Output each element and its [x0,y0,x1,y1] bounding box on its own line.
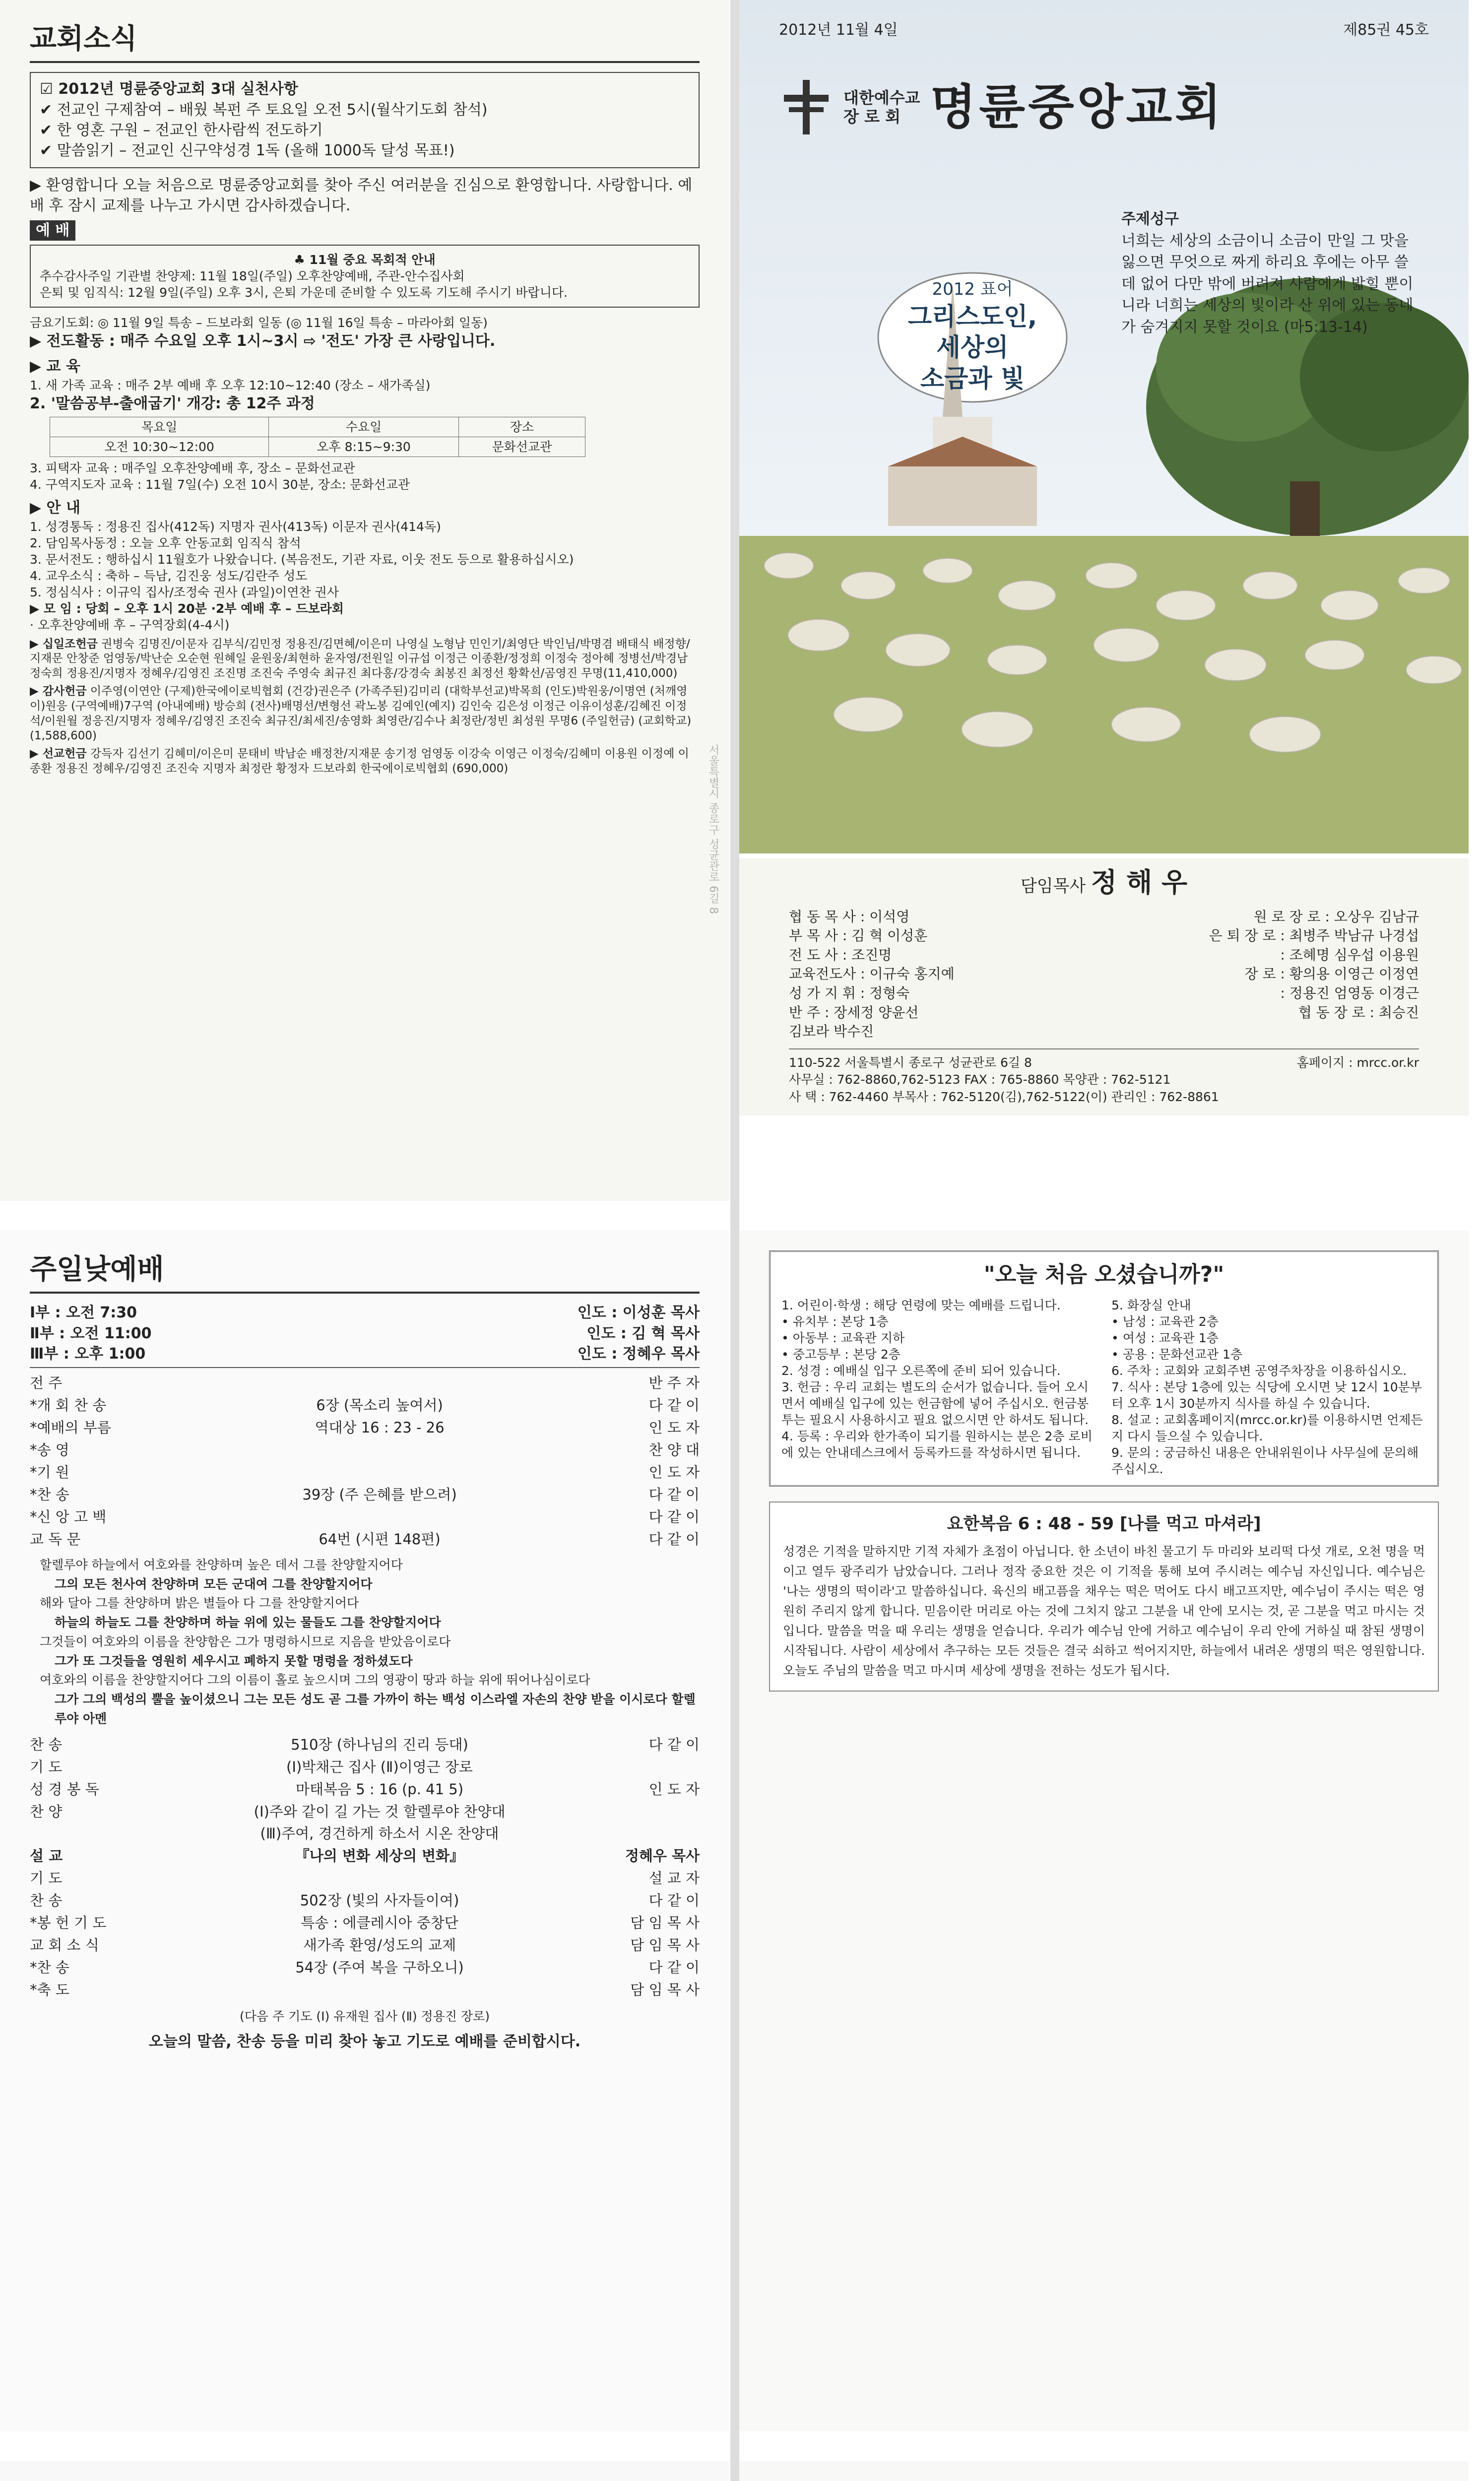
guide-item: • 공용 : 문화선교관 1층 [1111,1347,1243,1362]
staff-left: 부 목 사 : 김 혁 이성훈 [789,927,928,944]
order-content: 510장 (하나님의 진리 등대) [291,1736,468,1753]
order-content [159,1439,600,1461]
order-role: 다 같 이 [648,1959,700,1976]
welcome-text: ▶ 환영합니다 오늘 처음으로 명륜중앙교회를 찾아 주신 여러분을 진심으로 환영합니다. 사랑합니다. 예배 후 잠시 교제를 나누고 가시면 감사하겠습니다. [30,176,693,215]
order-row [30,1823,700,1845]
staff-left: 전 도 사 : 조진명 [789,946,892,963]
order-row [30,1979,700,2001]
guide-item: • 유치부 : 본당 1층 [781,1314,889,1329]
order-row [30,1394,700,1417]
order-content: (Ⅰ)주와 같이 길 가는 것 할렐루야 찬양대 [254,1803,506,1820]
bible-study-table [50,417,585,457]
staff-left: 협 동 목 사 : 이석영 [789,908,910,925]
worship-order-2 [30,1734,700,2001]
evangelism-line: ▶ 전도활동 : 매주 수요일 오후 1시~3시 ⇨ '전도' 가장 큰 사랑입니다. [30,332,496,350]
order-role: 인 도 자 [648,1419,700,1436]
calendar-panel [739,2461,1469,2481]
tithe-block [30,637,700,682]
staff-left: 김보라 박수진 [789,1023,874,1040]
meeting-line: ▶ 모 임 : 당회 – 오후 1시 20분 ·2부 예배 후 – 드보라회 [30,601,344,616]
guide-item: 7. 식사 : 본당 1층에 있는 식당에 오시면 낮 12시 10분부터 오후 1시 30분까지 식사를 하실 수 있습니다. [1111,1379,1422,1411]
order-row [30,1957,700,1979]
church-news-title: 교회소식 [30,20,700,63]
order-role: 반 주 자 [648,1374,700,1392]
guide-item: 5. 화장실 안내 [1111,1298,1191,1312]
order-item: *봉 헌 기 도 [30,1914,107,1932]
order-item: *예배의 부름 [30,1419,111,1436]
order-item: 교 독 문 [30,1531,81,1548]
order-row [30,1417,700,1439]
reading-line: 그가 그의 백성의 뿔을 높이셨으니 그는 모든 성도 곧 그를 가까이 하는 백성 이스라엘 자손의 찬양 받을 이시로다 할렐루야 아멘 [55,1692,696,1726]
order-role: 담 임 목 사 [630,1914,700,1932]
motto-year: 2012 표어 [932,279,1013,299]
order-role: 다 같 이 [648,1486,700,1503]
order-item: *개 회 찬 송 [30,1397,107,1414]
mission-block [30,747,700,777]
education-line: 2. '말씀공부-출애굽기' 개강: 총 12주 과정 [30,394,315,412]
order-role: 인 도 자 [648,1780,700,1798]
guide-item: 4. 등록 : 우리와 한가족이 되기를 원하시는 분은 2층 로비에 있는 안내데스크에서 등록카드를 작성하시면 됩니다. [781,1429,1093,1460]
guide-item: 8. 설교 : 교회홈페이지(mrcc.or.kr)를 이용하시면 언제든지 다시 들으실 수 있습니다. [1111,1412,1423,1443]
order-role: 다 같 이 [648,1531,700,1548]
order-role [600,1801,700,1823]
staff-left: 성 가 지 휘 : 정형숙 [789,985,910,1002]
order-role: 정혜우 목사 [625,1847,700,1865]
staff-right: 장 로 : 황의용 이영근 이정연 [1244,966,1419,982]
reading-line: 그것들이 여호와의 이름을 찬양함은 그가 명령하시므로 지음을 받았음이로다 [40,1634,451,1649]
order-row [30,1734,700,1756]
issue-date: 2012년 11월 4일 [779,21,898,39]
denomination-line: 대한예수교 [843,88,920,107]
guide-item: • 중고등부 : 본당 2층 [781,1347,901,1362]
staff-right: 협 동 장 로 : 최승진 [1298,1004,1419,1021]
order-row [30,1439,700,1461]
service-leader: 인도 : 이성훈 목사 [577,1304,700,1322]
order-content: 39장 (주 은혜를 받으려) [302,1486,457,1503]
reading-line: 그의 모든 천사여 찬양하며 모든 군대여 그를 찬양할지어다 [55,1576,373,1591]
notice-line: 4. 교우소식 : 축하 – 득남, 김진웅 성도/김란주 성도 [30,568,308,583]
order-item: *송 영 [30,1441,69,1459]
staff-row [789,1003,1419,1023]
reading-line: 하늘의 하늘도 그를 찬양하며 하늘 위에 있는 물들도 그를 찬양할지어다 [55,1615,441,1630]
order-item: *기 원 [30,1464,69,1481]
sunday-worship-panel [0,1231,729,2431]
guide-item: 3. 헌금 : 우리 교회는 별도의 순서가 없습니다. 들어 오시면서 예배실 입구에 있는 헌금함에 넣어 주십시오. 헌금봉투는 필요시 사용하시고 필요 없으시면 안 하셔도 됩니다. [781,1379,1089,1427]
order-content: 64번 (시편 148편) [319,1531,441,1548]
reading-line: 여호와의 이름을 찬양할지어다 그의 이름이 홀로 높으시며 그의 영광이 땅과 하늘 위에 뛰어나심이로다 [40,1673,590,1688]
order-role: 설 교 자 [648,1870,700,1887]
order-row [30,1778,700,1801]
friday-prayer-line: 금요기도회: ◎ 11월 9일 특송 – 드보라회 일동 (◎ 11월 16일 특송 – 마라아회 일동) [30,316,488,330]
practice-item: ✔ 전교인 구제참여 – 배웠 복펀 주 토요일 오전 5시(월삭기도회 참석) [40,101,488,119]
sunday-worship-title: 주일낮예배 [30,1250,700,1294]
worship-notice-title: ♣ 11월 중요 목회적 안내 [294,253,436,267]
cover-header [739,0,1469,40]
order-row [30,1867,700,1890]
order-item: 찬 송 [30,1892,63,1909]
staff-row [789,946,1419,965]
order-item: 설 교 [30,1847,63,1865]
sermon-summary-text: 성경은 기적을 말하지만 기적 자체가 초점이 아닙니다. 한 소년이 바친 물고기 두 마리와 보리떡 다섯 개로, 오천 명을 먹이고 열두 광주리가 남았습니다. 그러나 정작 중요한 것은 이 기적을 통해 보여 주시려는 예수님 자신입니다. 예수님은 '나는 생명의 떡이라'고 말씀하십니다. 육신의 배고픔을 채우는 떡은 먹어도 다시 배고프지만, 예수님이 주시는 떡은 영원히 주리지 않게 합니다. 믿음이란 머리로 아는 것에 그치지 않고 그분을 내 안에 모시는 것, 곧 그분을 먹고 마시는 것입니다. 말씀을 먹을 때 우리는 생명을 얻습니다. 우리가 예수님 안에 거하고 예수님이 우리 안에 거하실 때 참된 생명이 시작됩니다. 사람이 세상에서 추구하는 모든 것들은 결국 쇠하고 썩어지지만, 하늘에서 내려온 생명의 떡은 영원합니다. 오늘도 주님의 말씀을 먹고 마시며 세상에 생명을 전하는 성도가 됩시다. [783,1544,1425,1678]
mission-text: 강득자 김선기 김혜미/이은미 문태비 박남순 배정찬/지재문 송기정 엄영동 이강숙 이영근 이정숙/김혜미 이용원 이정예 이종환 정용진 정혜우/김영진 조진숙 지명자 최정란 황정자 드보라회 한국에이로빅협회 (690,000) [30,747,689,775]
theme-label: 주제성구 [1121,210,1179,228]
service-time: Ⅱ부 : 오전 11:00 [30,1324,152,1342]
table-header: 수요일 [269,417,458,437]
theme-verse-block [1121,208,1419,338]
order-row [30,1890,700,1912]
staff-row [789,926,1419,946]
practice-item: ☑ 2012년 명륜중앙교회 3대 실천사항 [40,80,298,98]
service-time: Ⅲ부 : 오후 1:00 [30,1345,146,1363]
notice-line: 2. 담임목사동정 : 오늘 오후 안동교회 임직식 참석 [30,535,301,550]
order-row [30,1372,700,1394]
motto-line: 세상의 [936,333,1009,362]
order-content: 마태복음 5 : 16 (p. 41 5) [295,1780,464,1798]
order-content: (Ⅰ)박채근 집사 (Ⅱ)이영근 장로 [286,1758,473,1775]
phone-line: 사 택 : 762-4460 부목사 : 762-5120(김),762-5122(이) 관리인 : 762-8861 [789,1089,1219,1104]
worship-tag: 예 배 [30,220,75,241]
order-row [30,1756,700,1778]
staff-right: 은 퇴 장 로 : 최병주 박남규 나경섭 [1209,927,1419,944]
church-news-panel [0,0,729,1201]
guide-item: 9. 문의 : 궁금하신 내용은 안내위원이나 사무실에 문의해 주십시오. [1111,1445,1419,1476]
order-item: 교 회 소 식 [30,1937,99,1954]
service-leader: 인도 : 정혜우 목사 [577,1345,700,1363]
order-role: 다 같 이 [648,1736,700,1753]
thanks-title: ▶ 감사헌금 [30,685,87,698]
prepare-note: 오늘의 말씀, 찬송 등을 미리 찾아 놓고 기도로 예배를 준비합시다. [148,2032,581,2050]
next-week-prayer: (다음 주 기도 (Ⅰ) 유재원 집사 (Ⅱ) 정용진 장로) [239,2009,490,2024]
church-logo-block [779,74,1224,140]
homepage: 홈페이지 : mrcc.or.kr [1296,1055,1419,1070]
visitor-panel [739,1231,1469,2431]
thanks-block [30,684,700,744]
practice-box [30,72,700,168]
order-role [600,1756,700,1778]
phone-line: 사무실 : 762-8860,762-5123 FAX : 765-8860 목양관 : 762-5121 [789,1072,1171,1087]
order-item: 기 도 [30,1758,63,1775]
reading-line: 그가 또 그것들을 영원히 세우시고 폐하지 못할 명령을 정하셨도다 [55,1653,413,1668]
guide-item: 6. 주차 : 교회와 교회주변 공영주차장을 이용하십시오. [1111,1363,1407,1378]
order-item: 찬 송 [30,1736,63,1753]
education-line: 4. 구역지도자 교육 : 11월 7일(수) 오전 10시 30분, 장소: 문화선교관 [30,477,410,492]
motto-block [883,278,1062,394]
visitor-guide-box [769,1250,1439,1487]
notice-title: ▶ 안 내 [30,499,80,517]
order-role: 담 임 목 사 [630,1937,700,1954]
cover-panel [739,0,1469,1201]
table-header: 장소 [458,417,585,437]
staff-row [789,908,1419,927]
notice-line: 1. 성경통독 : 정용진 집사(412독) 지명자 권사(413독) 이문자 권사(414독) [30,519,441,534]
side-address: 서울특별시 종로구 성균관로 6길 8 [707,744,719,914]
order-content: 502장 (빛의 사자들이여) [300,1892,459,1909]
motto-line: 소금과 빛 [920,364,1025,393]
denomination-line: 장 로 회 [843,107,901,127]
other-worship-panel [0,2461,729,2481]
worship-notice-box [30,245,700,308]
order-content: 6장 (목소리 높여서) [316,1397,443,1414]
visitor-guide-title: "오늘 처음 오셨습니까?" [983,1262,1225,1287]
guide-item: • 여성 : 교육관 1층 [1111,1330,1219,1345]
order-row [30,1461,700,1484]
order-row [30,1528,700,1551]
order-role: 인 도 자 [648,1464,700,1481]
order-item: *축 도 [30,1981,69,1998]
practice-item: ✔ 말씀읽기 – 전교인 신구약성경 1독 (올해 1000독 달성 목표!) [40,142,455,160]
table-cell: 오후 8:15~9:30 [269,437,458,457]
order-item: *찬 송 [30,1959,69,1976]
table-cell: 문화선교관 [458,437,585,457]
order-item: *신 앙 고 백 [30,1508,107,1526]
order-role: 다 같 이 [648,1397,700,1414]
order-role: 찬 양 대 [648,1441,700,1459]
sermon-summary-title: 요한복음 6 : 48 - 59 [나를 먹고 마셔라] [947,1513,1261,1534]
order-item: 기 도 [30,1870,63,1887]
meeting-line: · 오후찬양예배 후 – 구역장회(4-4시) [30,617,230,632]
order-row [30,1912,700,1934]
contact-block [789,1048,1419,1116]
worship-notice-line: 추수감사주일 기관별 찬양제: 11월 18일(주일) 오후찬양예배, 주관-안수집사회 [40,269,465,283]
order-role [600,1823,700,1845]
reading-line: 해와 달아 그를 찬양하며 밝은 별들아 다 그를 찬양할지어다 [40,1596,359,1611]
order-row [30,1801,700,1823]
order-content: 특송 : 에클레시아 중창단 [301,1914,458,1932]
service-time: Ⅰ부 : 오전 7:30 [30,1304,137,1322]
tithe-title: ▶ 십일조헌금 [30,637,98,651]
order-row [30,1506,700,1528]
responsive-reading [40,1556,700,1729]
order-content: 역대상 16 : 23 - 26 [315,1419,445,1436]
visitor-guide-right [1111,1297,1426,1477]
order-item: 성 경 봉 독 [30,1780,99,1798]
pastor-line [789,864,1419,902]
education-line: 1. 새 가족 교육 : 매주 2부 예배 후 오후 12:10~12:40 (장소 – 새가족실) [30,378,431,392]
motto-line: 그리스도인, [907,302,1037,331]
sermon-summary-box [769,1502,1439,1692]
denomination [843,88,920,127]
order-row [30,1845,700,1867]
guide-item: • 남성 : 교육관 2층 [1111,1314,1219,1329]
mission-title: ▶ 선교헌금 [30,747,87,760]
notice-line: 5. 정심식사 : 이규익 집사/조정숙 권사 (과일)이연찬 권사 [30,585,339,599]
table-header: 목요일 [50,417,269,437]
staff-left: 교육전도사 : 이규숙 홍지예 [789,966,955,982]
address-row [789,1054,1419,1072]
education-line: 3. 피택자 교육 : 매주일 오후찬양예배 후, 장소 – 문화선교관 [30,461,355,476]
worship-notice-line: 은퇴 및 임직식: 12월 9일(주일) 오후 3시, 은퇴 가운데 준비할 수 있도록 기도해 주시기 바랍니다. [40,285,568,300]
visitor-guide-left [781,1297,1097,1477]
staff-row [789,965,1419,984]
sermon-title: 『나의 변화 세상의 변화』 [295,1847,464,1865]
order-item: 찬 양 [30,1803,63,1820]
order-content [159,1372,600,1394]
cross-logo-icon [779,77,834,137]
guide-item: 1. 어린이·학생 : 해당 연령에 맞는 예배를 드립니다. [781,1298,1061,1312]
table-cell: 오전 10:30~12:00 [50,437,269,457]
fold-line [730,0,739,2481]
order-role: 다 같 이 [648,1892,700,1909]
tithe-text: 권병숙 김명진/이문자 김부식/김민정 정용진/김면혜/이은미 나영실 노형남 민인기/최영단 박인님/박명겸 배태식 배정향/지재문 안창준 엄영동/박난순 오순현 원혜일 윤원웅/최현하 윤자영/전원일 이규섭 이정근 이종환/정정희 이정숙 정아혜 정병선/박경남 정숙희 정용진/지명자 정혜우/김영진 조진명 조진숙 주영숙 최규진 최다흥/강경숙 최봉진 최정선 황확선/곰영진 무명(11,410,000) [30,637,690,680]
order-item: *찬 송 [30,1486,69,1503]
order-item [30,1823,159,1845]
staff-right: 원 로 장 로 : 오상우 김남규 [1253,908,1419,925]
reading-line: 할렐루야 하늘에서 여호와를 찬양하며 높은 데서 그를 찬양할지어다 [40,1557,403,1572]
order-row [30,1484,700,1506]
order-content: 54장 (주여 복을 구하오니) [295,1959,464,1976]
address: 110-522 서울특별시 종로구 성균관로 6길 8 [789,1055,1032,1070]
order-content: 새가족 환영/성도의 교제 [303,1937,456,1954]
order-item: 전 주 [30,1374,63,1392]
order-role: 담 임 목 사 [630,1981,700,1998]
order-row [30,1934,700,1957]
guide-item: 2. 성경 : 예배실 입구 오른쪽에 준비 되어 있습니다. [781,1363,1061,1378]
staff-row [789,984,1419,1003]
service-leader: 인도 : 김 혁 목사 [586,1324,700,1342]
order-role: 다 같 이 [648,1508,700,1526]
order-content: (Ⅲ)주여, 경건하게 하소서 시온 찬양대 [260,1825,499,1842]
pastor-name: 정 해 우 [1091,867,1188,898]
order-content [159,1506,600,1528]
theme-text: 너희는 세상의 소금이니 소금이 만일 그 맛을 잃으면 무엇으로 짜게 하리요 후에는 아무 쓸 데 없어 다만 밖에 버려져 사람에게 밟힐 뿐이니라 너희는 세상의 빛이라 산 위에 있는 동네가 숨겨지지 못할 것이요 (마5:13-14) [1121,232,1414,336]
church-name: 명륜중앙교회 [930,79,1224,135]
service-row [30,1344,700,1368]
pastor-label: 담임목사 [1020,876,1086,896]
order-content [159,1461,600,1484]
staff-row [789,1022,1419,1042]
staff-block [739,858,1469,1115]
service-row [30,1323,700,1344]
staff-left: 반 주 : 장세정 양윤선 [789,1004,919,1021]
notice-line: 3. 문서전도 : 행하십시 11월호가 나왔습니다. (복음전도, 기관 자료, 이웃 전도 등으로 활용하십시오) [30,552,574,567]
issue-number: 제85권 45호 [1343,21,1429,39]
service-row [30,1303,700,1323]
worship-order [30,1372,700,1551]
order-content [159,1867,600,1890]
staff-right: : 조혜명 심우섭 이용원 [1280,946,1419,963]
education-title: ▶ 교 육 [30,358,80,376]
guide-item: • 아동부 : 교육관 지하 [781,1330,905,1345]
practice-item: ✔ 한 영혼 구원 – 전교인 한사람씩 전도하기 [40,122,323,139]
order-content [159,1979,600,2001]
thanks-text: 이주영(이연안 (구제)한국에이로빅협회 (건강)권은주 (가족주된)김미리 (대학부선교)박목희 (인도)박원웅/이명연 (처깨영이)원응 (구역예배)7구역 (아내예배) 방승희 (전사)배명선/변형선 곽노봉 김예인(예지) 김인숙 김은성 이정근 이유이성훈/김혜진 이정석/이원월 정응진/지명자 정혜우/김영진 조진숙 최규진/최세진/송영화 최영란/김수나 최정란/정빈 최성원 무명6 (주일헌금) (교회학교) (1,588,600) [30,685,692,742]
staff-right: : 정용진 엄영동 이경근 [1280,985,1419,1002]
